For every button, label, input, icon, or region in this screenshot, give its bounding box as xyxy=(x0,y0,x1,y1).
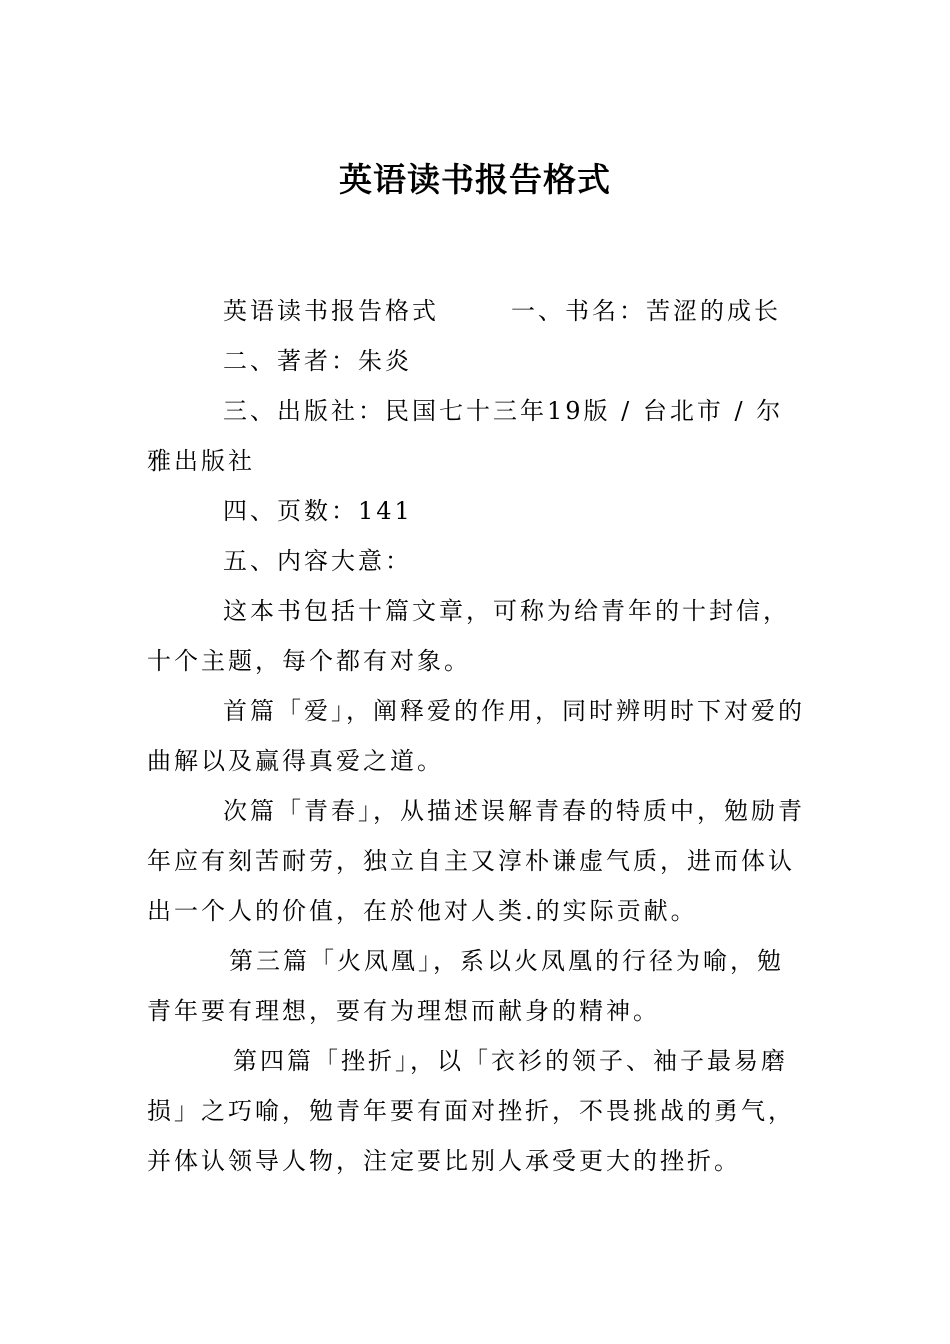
summary-heading: 五、内容大意： xyxy=(223,547,412,575)
publisher-line: 三、出版社：民国七十三年19版 / 台北市 / 尔雅出版社 xyxy=(147,397,784,475)
page-count-line: 四、页数：141 xyxy=(223,497,413,525)
summary-paragraph: 第三篇「火凤凰」，系以火凤凰的行径为喻，勉青年要有理想，要有为理想而献身的精神。 xyxy=(147,947,784,1025)
author-line: 二、著者：朱炎 xyxy=(223,347,412,375)
document-title: 英语读书报告格式 xyxy=(339,160,611,199)
summary-paragraph: 第四篇「挫折」，以「衣衫的领子、袖子最易磨损」之巧喻，勉青年要有面对挫折，不畏挑战的勇气，并体认领导人物，注定要比别人承受更大的挫折。 xyxy=(147,1047,795,1175)
summary-paragraph: 次篇「青春」，从描述误解青春的特质中，勉励青年应有刻苦耐劳，独立自主又淳朴谦虚气质，进而体认出一个人的价值，在於他对人类.的实际贡献。 xyxy=(147,797,805,925)
title-and-book-name-line xyxy=(147,286,807,336)
summary-paragraph: 首篇「爱」，阐释爱的作用，同时辨明时下对爱的曲解以及赢得真爱之道。 xyxy=(147,697,805,775)
book-name-line: 一、书名：苦涩的成长 xyxy=(511,297,781,325)
report-format-label: 英语读书报告格式 xyxy=(223,297,439,325)
document-body xyxy=(147,286,807,1186)
summary-paragraph: 这本书包括十篇文章，可称为给青年的十封信，十个主题，每个都有对象。 xyxy=(147,597,790,675)
